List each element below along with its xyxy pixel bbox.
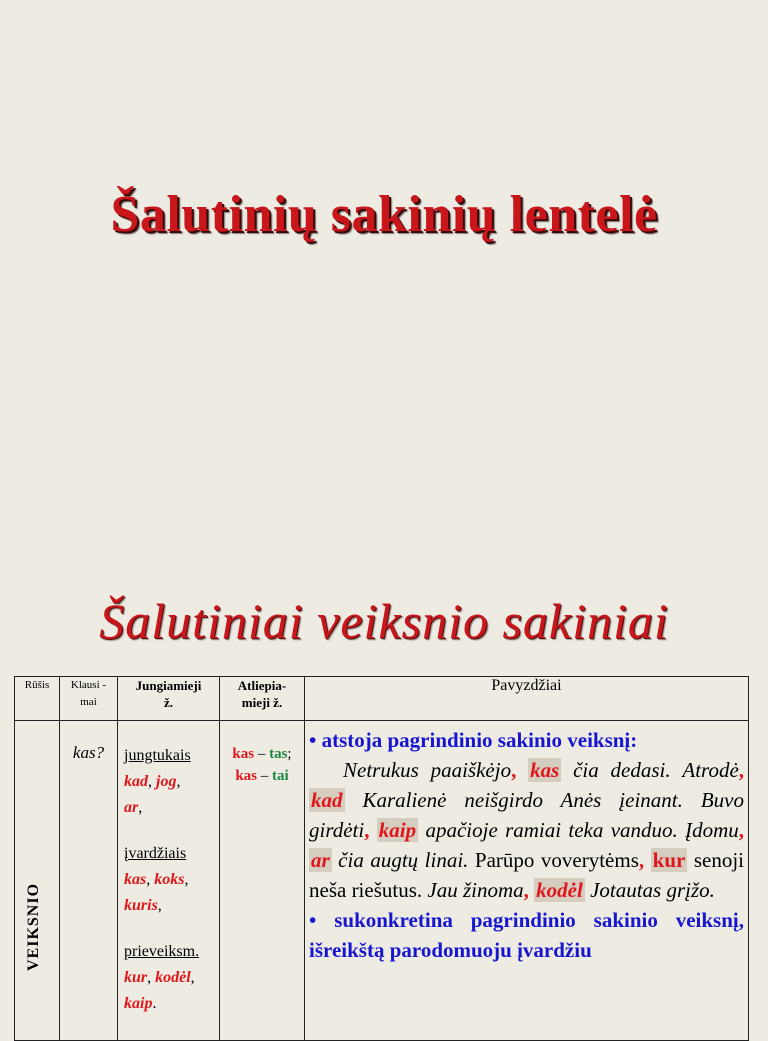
table-header-row [15,677,749,721]
ivardziais-label: įvardžiais [124,845,187,862]
correlative-cell: kas – tas; kas – tai [220,721,305,1041]
header-jungiamieji: Jungiamieji ž. [118,677,220,721]
header-rusis: Rūšis [15,677,60,721]
type-label: VEIKSNIO [25,882,42,971]
conjunction-cell: jungtukais kad, jog, ar, įvardžiais kas, koks, kuris, prieveiksm. kur, kodėl, kaip. [118,721,220,1041]
header-pavyzdziai: Pavyzdžiai [305,677,749,721]
section-subtitle: Šalutiniai veiksnio sakiniai [99,593,669,649]
header-atliepiamieji: Atliepia- mieji ž. [220,677,305,721]
table-row [15,721,749,1041]
question-text: kas? [72,743,105,762]
jungtukais-label: jungtukais [124,747,191,764]
clause-table [14,676,749,1041]
examples-cell: • atstoja pagrindinio sakinio veiksnį: Netrukus paaiškėjo, kas čia dedasi. Atrodė, kad Karalienė neišgirdo Anės įeinant. Buvo girdėti, kaip apačioje ramiai teka vanduo. Įdomu, ar čia augtų linai. Parūpo voverytėms, kur senoji neša riešutus. Jau žinoma, kodėl Jotautas grįžo. • sukonkretina pagrindinio sakinio veiksnį, išreikštą parodomuoju įvardžiu [305,721,749,1041]
bullet-2: • sukonkretina pagrindinio sakinio veiksnį, išreikštą parodomuoju įvardžiu [309,908,744,962]
prieveiksm-label: prieveiksm. [124,943,200,960]
header-klausimai: Klausi - mai [60,677,118,721]
type-cell [15,721,60,1041]
main-title: Šalutinių sakinių lentelė [110,186,658,243]
question-cell [60,721,118,1041]
bullet-1: • atstoja pagrindinio sakinio veiksnį: [309,728,638,752]
